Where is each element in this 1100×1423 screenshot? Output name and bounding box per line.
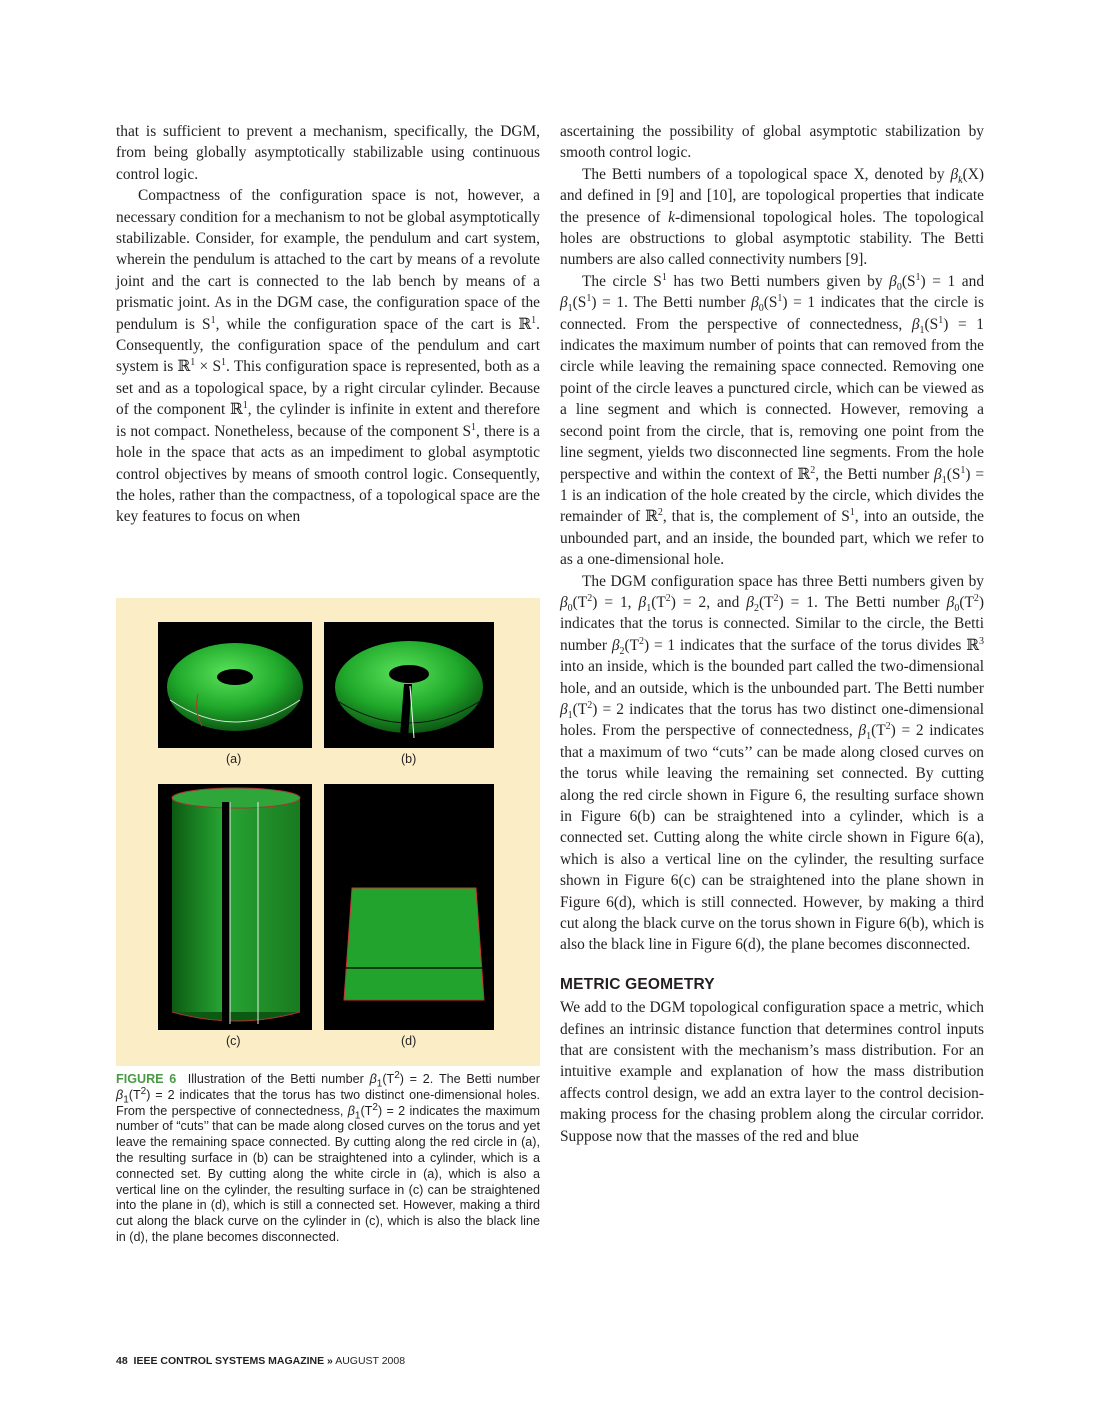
panel-d-label: (d) — [401, 1034, 417, 1048]
text: The Betti numbers of a topological space X, denoted by — [582, 165, 951, 183]
text: ascertaining the possibility of global asymptotic stabilization by smooth control logic. — [560, 123, 984, 162]
page-footer — [116, 1355, 405, 1367]
text: The DGM configuration space has three Betti numbers given by — [582, 572, 984, 590]
panel-c-cylinder-image — [158, 784, 312, 1030]
text: . The Betti number — [624, 294, 752, 312]
left-column — [116, 121, 540, 528]
text: indicates that the torus has two distinct one-dimensional holes. From the perspective of connectedness, — [116, 1087, 540, 1118]
text: and defined in [9] and [10], are topological properties that indicate the presence of — [560, 187, 984, 226]
text: . The Betti number — [813, 593, 947, 611]
panel-a-label: (a) — [226, 752, 242, 766]
panel-a-torus-image — [158, 622, 312, 748]
text: and — [955, 272, 985, 290]
left-paragraph-2: Compactness of the configuration space is not, however, a necessary condition for a mechanism to not be global asymptotically stabilizable. Consider, for example, the pendulum and cart system, wherein the pendulum is attached to the cart by means of a revolute joint and the cart is connected to the lab bench by means of a prismatic joint. As in the DGM case, the configuration space of the pendulum is $S^1$, while the configuration space of the cart is ℝ$^1$. Consequently, the configuration space of the pendulum and cart system is ℝ$^1$ × $S^1$. This configuration space is represented, both as a set and as a topological space, by a right circular cylinder. Because of the component ℝ$^1$, the cylinder is infinite in extent and therefore is not compact. Nonetheless, because of the component $S^1$, there is a hole in the space that acts as an impediment to global asymptotic control objectives by means of smooth control logic. Consequently, the holes, rather than the compactness, of a topological space are the key features to focus on when — [116, 187, 540, 526]
text: Compactness of the configuration space is not, however, a necessary condition for a mechanism to not be global asymptotically stabilizable. Consider, for example, the pendulum and cart system, wherein the pendulum is attached to the cart by means of a revolute joint and the cart is connected to the lab bench by means of a prismatic joint. As in the DGM case, the configuration space of the pendulum is S — [116, 187, 540, 333]
text: indicates that the torus has two distinct one-dimensional holes. From the perspective of connectedness, — [560, 700, 984, 740]
section-heading: METRIC GEOMETRY — [560, 975, 715, 993]
panel-d-plane-image — [324, 784, 494, 1030]
text: indicates the maximum number of “cuts’’ that can be made along closed curves on the torus and yet leave the remaining space connected. By cutting along the red circle in (a), the resulting surface in (b) can be straightened into a cylinder, which is a connected set. By cutting along the white circle in (a), which is also a vertical line on the cylinder, the resulting surface in (c) can be straightened into the plane in (d), which is still a connected set. However, making a third cut along the black curve on the cylinder in (c), which is also the black line in (d), the plane becomes disconnected. — [116, 1103, 540, 1244]
footer-separator: » — [327, 1355, 333, 1367]
text: , there is a hole in the space that acts as an impediment to global asymptotic control objectives by means of smooth control logic. Consequently, the holes, rather than the compactness, of a topological space are the key features to focus on when — [116, 422, 540, 526]
magazine-name: IEEE CONTROL SYSTEMS MAGAZINE — [133, 1355, 325, 1367]
text: . Consequently, the configuration space of the pendulum and cart system is — [116, 315, 540, 376]
text: We add to the DGM topological configuration space a metric, which defines an intrinsic distance function that determines control inputs that are consistent with the mechanism’s mass distribution. For an intuitive example and explanation of how the mass distribution affects control design, we add an extra layer to the control decision-making process for the chasing problem along the circular corridor. Suppose now that the masses of the red and blue — [560, 999, 984, 1145]
text: indicates that a maximum of two “cuts’’ can be made along closed curves on the torus while leaving the remaining set connected. By cutting along the red circle shown in Figure 6, the resulting surface shown in Figure 6(b) can be straightened into a cylinder, which is a connected set. Cutting along the white circle shown in Figure 6(a), which is also a vertical line on the cylinder, the resulting surface shown in Figure 6(c) can be straightened into the plane shown in Figure 6(d), which is still connected. However, by making a third cut along the black curve on the torus shown in Figure 6(b), which is also the black line in Figure 6(d), the plane becomes disconnected. — [560, 722, 985, 954]
caption-label: FIGURE 6 — [116, 1072, 177, 1086]
text: indicates that the circle is connected. From the perspective of connectedness, — [560, 294, 985, 333]
right-paragraph-4: The DGM configuration space has three Betti numbers given by $\beta_0(T^2) = 1$, $\beta_1(T^2) = 2$, and $\beta_2(T^2) = 1$. The Betti number $\beta_0(T^2)$ indicates that the torus is connected. Similar to the circle, the Betti number $\beta_2(T^2) = 1$ indicates that the surface of the torus divides ℝ$^3$ into an inside, which is the bounded part called the two-dimensional hole, and an outside, which is the unbounded part. The Betti number $\beta_1(T^2) = 2$ indicates that the torus has two distinct one-dimensional holes. From the perspective of connectedness, $\beta_1(T^2) = 2$ indicates that a maximum of two “cuts’’ can be made along closed curves on the torus while leaving the remaining set connected. By cutting along the red circle shown in Figure 6, the resulting surface shown in Figure 6(b) can be straightened into a cylinder, which is a connected set. Cutting along the white circle shown in Figure 6(a), which is also a vertical line on the cylinder, the resulting surface shown in Figure 6(c) can be straightened into the plane shown in Figure 6(d), which is still connected. However, by making a third cut along the black curve on the torus shown in Figure 6(b), which is also the black line in Figure 6(d), the plane becomes disconnected. — [560, 572, 985, 954]
text: -dimensional topological holes. The topological holes are obstructions to global asymptotic stability. The Betti numbers are also called connectivity numbers [9]. — [560, 208, 985, 269]
text: . The Betti number — [429, 1072, 540, 1086]
text: that is sufficient to prevent a mechanism, specifically, the DGM, from being globally asymptotically stabilizable using continuous control logic. — [116, 123, 540, 183]
panel-c-label: (c) — [226, 1034, 241, 1048]
figure-6 — [116, 598, 540, 1066]
text: , while the configuration space of the cart is — [215, 315, 519, 333]
text: indicates that the torus is connected. Similar to the circle, the Betti number — [560, 615, 984, 654]
text: has two Betti numbers given by — [666, 272, 890, 290]
text: into an inside, which is the bounded part called the two-dimensional hole, and an outside, which is the unbounded part. The Betti number — [560, 658, 984, 697]
text: is an indication of the hole created by the circle, which divides the remainder of — [560, 486, 984, 526]
text: , that is, the complement of S — [662, 508, 850, 526]
figure-caption: FIGURE 6 Illustration of the Betti number $\beta_1(T^2) = 2$. The Betti number $\beta_1(T^2) = 2$ indicates that the torus has two distinct one-dimensional holes. From the perspective of connectedness, $\beta_1(T^2) = 2$ indicates the maximum number of “cuts’’ that can be made along closed curves on the torus and yet leave the remaining space connected. By cutting along the red circle in (a), the resulting surface in (b) can be straightened into a cylinder, which is a connected set. By cutting along the white circle in (a), which is also a vertical line on the cylinder, the resulting surface in (c) can be straightened into the plane in (d), which is still a connected set. However, making a third cut along the black curve on the cylinder in (c), which is also the black line in (d), the plane becomes disconnected. — [116, 1069, 540, 1244]
text: indicates the maximum number of points that can removed from the circle while leaving the remaining space connected. Removing one point of the circle leaves a punctured circle, which can be viewed as a line segment and which is connected. However, removing a second point from the circle, that is, removing one point from the line segment, yields two disconnected line segments. From the hole perspective and within the context of — [560, 337, 984, 483]
text: , into an outside, the unbounded part, and an inside, the bounded part, which we refer to as a one-dimensional hole. — [560, 508, 984, 569]
right-paragraph-5 — [560, 997, 984, 1147]
issue-date: AUGUST 2008 — [335, 1355, 406, 1367]
panel-b-label: (b) — [401, 752, 417, 766]
text: , the Betti number — [815, 465, 935, 483]
panel-b-cut-torus-image — [324, 622, 494, 748]
right-paragraph-2: The Betti numbers of a topological space X, denoted by $\beta_k(X)$ and defined in [9] and [10], are topological properties that indicate the presence of k-dimensional topological holes. The topological holes are obstructions to global asymptotic stability. The Betti numbers are also called connectivity numbers [9]. — [560, 165, 985, 269]
page-number: 48 — [116, 1355, 128, 1367]
text: Illustration of the Betti number — [187, 1072, 370, 1086]
text: . This configuration space is represented, both as a set and as a topological space, by a right circular cylinder. Because of the component — [116, 358, 540, 419]
right-column — [560, 121, 984, 1147]
right-paragraph-3: The circle $S^1$ has two Betti numbers given by $\beta_0(S^1) = 1$ and $\beta_1(S^1) = 1$. The Betti number $\beta_0(S^1) = 1$ indicates that the circle is connected. From the perspective of connectedness, $\beta_1(S^1) = 1$ indicates the maximum number of points that can removed from the circle while leaving the remaining space connected. Removing one point of the circle leaves a punctured circle, which can be viewed as a line segment and which is connected. However, removing a second point from the circle, that is, removing one point from the line segment, yields two disconnected line segments. From the hole perspective and within the context of ℝ$^2$, the Betti number $\beta_1(S^1) = 1$ is an indication of the hole created by the circle, which divides the remainder of ℝ$^2$, that is, the complement of $S^1$, into an outside, the unbounded part, and an inside, the bounded part, which we refer to as a one-dimensional hole. — [560, 271, 985, 569]
right-paragraph-1 — [560, 121, 984, 164]
text: The circle S — [582, 272, 662, 290]
text: , the cylinder is infinite in extent and therefore is not compact. Nonetheless, because of the component S — [116, 401, 540, 440]
left-paragraph-1 — [116, 121, 540, 185]
text: indicates that the surface of the torus divides — [675, 636, 967, 654]
